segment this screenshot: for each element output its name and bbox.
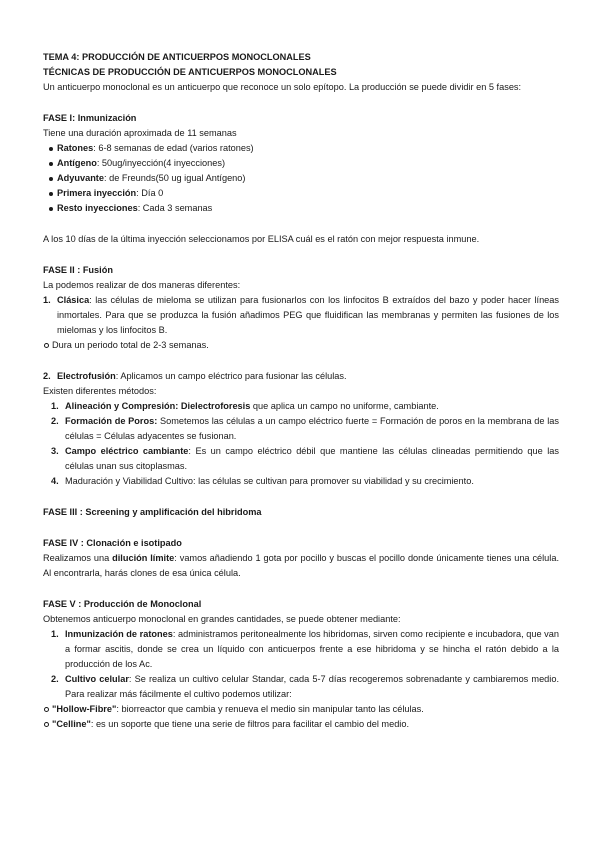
list-item: 4. Maduración y Viabilidad Cultivo: las células se cultivan para promover su viabilidad y su crecimiento. [51,476,474,486]
list-item: 2. Cultivo celular: Se realiza un cultivo celular Standar, cada 5-7 días recogeremos sobrenadante y cambiaremos medio. Para realizar más fácilmente el cultivo podemos utilizar: [51,674,559,699]
intro-paragraph: Un anticuerpo monoclonal es un anticuerpo que reconoce un solo epítopo. La producción se puede dividir en 5 fases: [43,82,522,92]
list-item: 1. Inmunización de ratones: administramos peritonealmente los hibridomas, sirven como recipiente e incubadora, que van a formar ascitis, donde se crea un líquido con anticuerpos frente a ese hibridoma y se hincha el ratón debido a la producción de los Ac. [51,629,559,669]
phase-5-heading: FASE V : Producción de Monoclonal [43,599,202,609]
list-item: Adyuvante: de Freunds(50 ug igual Antígeno) [48,171,559,186]
list-item: 1. Clásica: las células de mieloma se utilizan para fusionarlos con los linfocitos B extraídos del bazo y poder hacer líneas inmortales. Para que se produzca la fusión añadimos PEG que fluidifican las membranas y permiten las fusiones de los mielomas y los linfocitos B. [43,295,559,335]
list-item: 1. Alineación y Compresión: Dielectroforesis que aplica un campo no uniforme, cambiante. [51,401,439,411]
phase-5-intro: Obtenemos anticuerpo monoclonal en grandes cantidades, se puede obtener mediante: [43,614,401,624]
fusion-methods-list [43,293,559,338]
list-item: 2. Electrofusión: Aplicamos un campo eléctrico para fusionar las células. [43,371,347,381]
list-item: Antígeno: 50ug/inyección(4 inyecciones) [48,156,559,171]
production-methods-list [43,627,559,702]
list-item: Dura un periodo total de 2-3 semanas. [43,338,559,353]
list-item: Resto inyecciones: Cada 3 semanas [48,201,559,216]
phase-4-paragraph: Realizamos una dilución límite: vamos añadiendo 1 gota por pocillo y buscas el pocillo donde únicamente tienes una célula. Al encontrarla, harás clones de esa única célula. [43,553,559,578]
phase-2-heading: FASE II : Fusión [43,265,113,275]
electrofusion-list [43,369,559,384]
electrofusion-methods-list [43,399,559,489]
list-item: "Celline": es un soporte que tiene una serie de filtros para facilitar el cambio del medio. [43,717,559,732]
methods-intro: Existen diferentes métodos: [43,386,157,396]
culture-sublist [43,702,559,732]
list-item: 2. Formación de Poros: Sometemos las células a un campo eléctrico fuerte = Formación de poros en la membrana de las células = Células adyacentes se fusionan. [51,416,559,441]
phase-1-heading: FASE I: Inmunización [43,113,137,123]
list-item: "Hollow-Fibre": biorreactor que cambia y renueva el medio sin manipular tanto las células. [43,702,559,717]
phase-1-duration: Tiene una duración aproximada de 11 semanas [43,128,237,138]
document-content [43,50,559,732]
phase-1-conclusion: A los 10 días de la última inyección seleccionamos por ELISA cuál es el ratón con mejor respuesta inmune. [43,234,480,244]
list-item: Primera inyección: Día 0 [48,186,559,201]
topic-title: TEMA 4: PRODUCCIÓN DE ANTICUERPOS MONOCLONALES [43,52,311,62]
phase-4-heading: FASE IV : Clonación e isotipado [43,538,182,548]
techniques-title: TÉCNICAS DE PRODUCCIÓN DE ANTICUERPOS MONOCLONALES [43,67,337,77]
list-item: 3. Campo eléctrico cambiante: Es un campo eléctrico débil que mantiene las células clineadas permitiendo que las células unan sus citoplasmas. [51,446,559,471]
clasica-sublist [43,338,559,353]
phase-1-list [43,141,559,216]
phase-3-heading: FASE III : Screening y amplificación del hibridoma [43,507,262,517]
phase-2-intro: La podemos realizar de dos maneras diferentes: [43,280,241,290]
list-item: Ratones: 6-8 semanas de edad (varios ratones) [48,141,559,156]
